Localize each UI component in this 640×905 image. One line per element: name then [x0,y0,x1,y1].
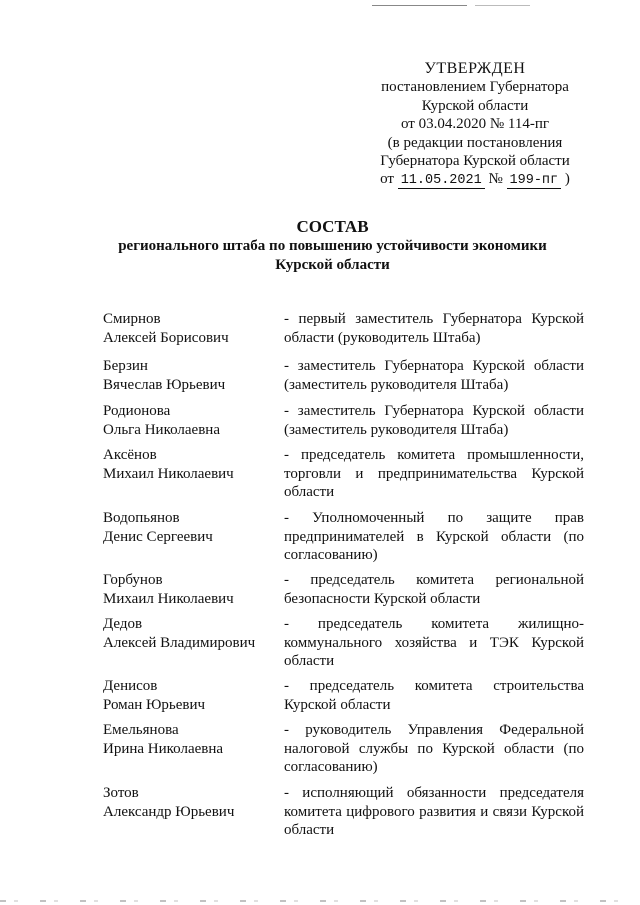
member-role: - Уполномоченный по защите прав предпринимателей в Курской области (по согласованию) [284,510,584,563]
member-name [103,721,278,758]
member-role: - председатель комитета промышленности, торговли и предпринимательства Курской области [284,447,584,500]
member-given-name: Ольга Николаевна [103,421,220,438]
approval-line: от 03.04.2020 № 114-пг [400,116,550,133]
member-surname: Денисов [103,678,158,694]
approval-block [360,60,590,191]
member-surname: Горбунов [103,572,163,588]
amendment-number: 199-пг [507,173,562,189]
member-name [103,357,278,394]
member-role: - заместитель Губернатора Курской области (заместитель руководителя Штаба) [284,358,584,393]
member-role: - председатель комитета строительства Курской области [284,678,584,713]
scan-artifact-bottom [0,900,640,902]
amendment-date: 11.05.2021 [398,173,485,189]
member-role: - заместитель Губернатора Курской области (заместитель руководителя Штаба) [284,403,584,438]
member-given-name: Алексей Борисович [103,329,229,346]
member-surname: Дедов [103,616,143,632]
member-role: - руководитель Управления Федеральной налоговой службы по Курской области (по согласованию) [284,722,584,775]
member-surname: Емельянова [103,722,179,738]
member-surname: Смирнов [103,311,161,327]
member-name [103,402,278,439]
title-main: СОСТАВ [296,217,369,236]
scan-artifact-line [475,5,530,6]
member-name [103,784,278,821]
member-given-name: Александр Юрьевич [103,803,235,820]
approval-line: Курской области [421,97,529,114]
member-role: - первый заместитель Губернатора Курской области (руководитель Штаба) [284,311,584,346]
title-subtitle: регионального штаба по повышению устойчивости экономики [118,238,547,254]
approval-line: Губернатора Курской области [380,153,570,170]
scan-artifact-line [372,5,467,6]
member-surname: Берзин [103,358,148,374]
date-prefix: от [380,171,394,188]
member-name [103,509,278,546]
approval-line: постановлением Губернатора [381,79,569,96]
member-name [103,446,278,483]
member-given-name: Михаил Николаевич [103,590,234,607]
document-title [0,217,640,275]
amendment-line [360,170,590,190]
member-name [103,677,278,714]
member-given-name: Ирина Николаевна [103,740,224,757]
closing-paren: ) [564,171,570,188]
member-surname: Зотов [103,785,139,801]
member-given-name: Вячеслав Юрьевич [103,376,226,393]
member-given-name: Роман Юрьевич [103,696,206,713]
member-role: - исполняющий обязанности председателя комитета цифрового развития и связи Курской области [284,785,584,838]
title-subtitle: Курской области [275,257,390,273]
member-surname: Водопьянов [103,510,180,526]
approval-heading: УТВЕРЖДЕН [424,60,526,77]
member-name [103,615,278,652]
approval-line: (в редакции постановления [387,134,563,151]
member-given-name: Алексей Владимирович [103,634,256,651]
member-given-name: Михаил Николаевич [103,465,234,482]
member-role: - председатель комитета жилищно-коммунального хозяйства и ТЭК Курской области [284,616,584,669]
member-surname: Родионова [103,403,171,419]
member-surname: Аксёнов [103,447,157,463]
number-prefix: № [488,171,503,188]
member-given-name: Денис Сергеевич [103,528,213,545]
member-name [103,571,278,608]
member-name [103,310,278,347]
member-role: - председатель комитета региональной безопасности Курской области [284,572,584,607]
